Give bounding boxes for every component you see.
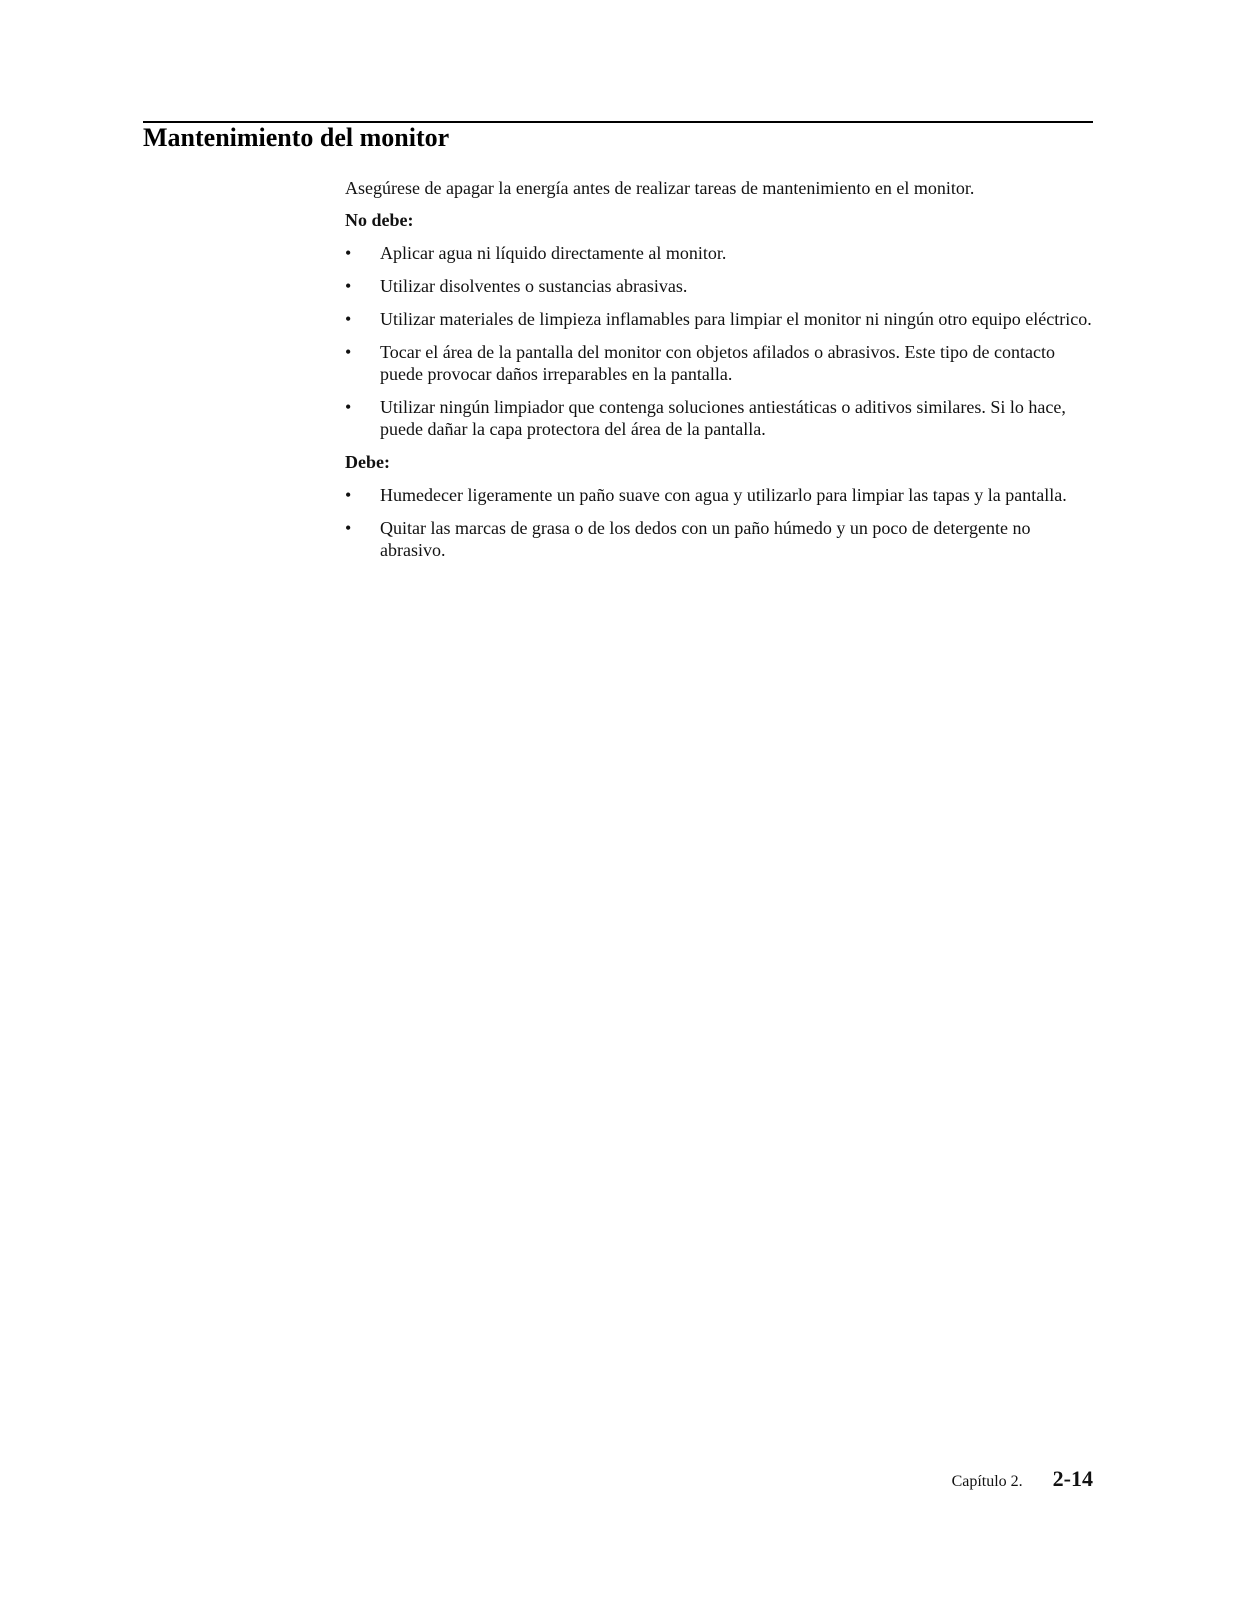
main-content <box>345 177 1093 572</box>
bullet-icon: • <box>345 309 352 329</box>
page-footer <box>952 1466 1093 1492</box>
do-list <box>345 484 1093 561</box>
dont-heading: No debe: <box>345 210 414 230</box>
list-item-text: Utilizar materiales de limpieza inflamables para limpiar el monitor ni ningún otro equipo eléctrico. <box>380 309 1092 329</box>
list-item <box>345 484 1093 506</box>
section-title: Mantenimiento del monitor <box>143 123 450 152</box>
chapter-label: Capítulo 2. <box>951 1473 1023 1490</box>
page-number: 2-14 <box>1052 1466 1093 1491</box>
list-item-text: Utilizar ningún limpiador que contenga soluciones antiestáticas o aditivos similares. Si lo hace, puede dañar la capa protectora del área de la pantalla. <box>380 397 1066 439</box>
list-item-text: Humedecer ligeramente un paño suave con agua y utilizarlo para limpiar las tapas y la pantalla. <box>380 485 1067 505</box>
list-item <box>345 517 1093 561</box>
do-heading: Debe: <box>345 452 390 472</box>
bullet-icon: • <box>345 243 352 263</box>
bullet-icon: • <box>345 485 352 505</box>
list-item <box>345 275 1093 297</box>
list-item-text: Utilizar disolventes o sustancias abrasivas. <box>380 276 688 296</box>
list-item-text: Quitar las marcas de grasa o de los dedos con un paño húmedo y un poco de detergente no abrasivo. <box>380 518 1031 560</box>
list-item-text: Aplicar agua ni líquido directamente al monitor. <box>380 243 727 263</box>
bullet-icon: • <box>345 342 352 362</box>
list-item-text: Tocar el área de la pantalla del monitor con objetos afilados o abrasivos. Este tipo de contacto puede provocar daños irreparables en la pantalla. <box>380 342 1055 384</box>
list-item <box>345 308 1093 330</box>
intro-paragraph: Asegúrese de apagar la energía antes de realizar tareas de mantenimiento en el monitor. <box>345 178 975 198</box>
list-item <box>345 396 1093 440</box>
bullet-icon: • <box>345 397 352 417</box>
bullet-icon: • <box>345 518 352 538</box>
list-item <box>345 341 1093 385</box>
dont-list <box>345 242 1093 440</box>
bullet-icon: • <box>345 276 352 296</box>
list-item <box>345 242 1093 264</box>
